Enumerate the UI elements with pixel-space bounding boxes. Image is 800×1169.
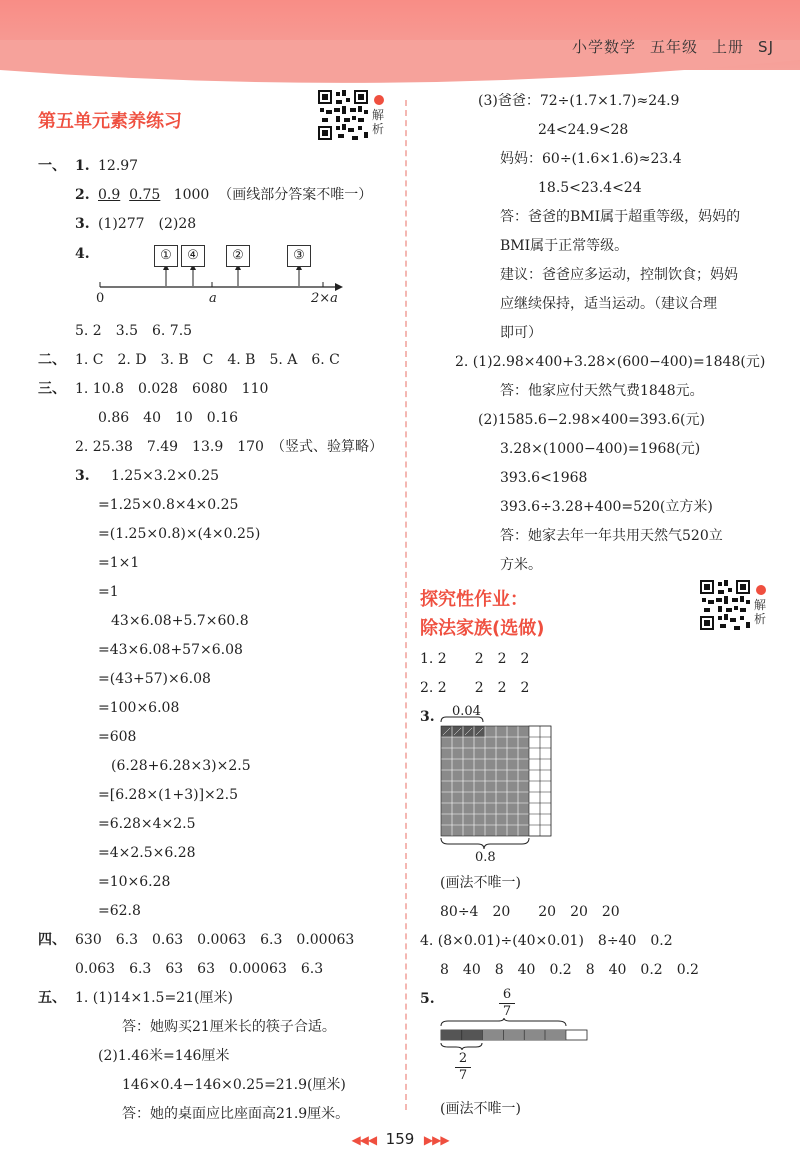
box-label-2: ② [226,245,250,267]
calc-line: =(43+57)×6.08 [98,671,211,687]
q1-num: 1. [75,158,90,174]
q2-answer [98,186,372,204]
right-q2b: 答：他家应付天然气费1848元。 [500,383,704,399]
decimal-grid-diagram [438,716,554,846]
right-r6: BMI属于正常等级。 [500,238,629,254]
right-q2d: 3.28×(1000−400)=1968(元) [500,441,701,457]
explore-e1: 1. 2 2 2 2 [420,651,530,667]
calc-line: =4×2.5×6.28 [98,845,196,861]
sec5-l5: 答：她的桌面应比座面高21.9厘米。 [122,1106,350,1122]
fraction-bottom [455,1052,471,1083]
q3-num: 3. [75,216,90,232]
page-number: 159 [385,1130,415,1148]
header-info [558,36,774,57]
box-label-4: ④ [181,245,205,267]
sec5-l4: 146×0.4−146×0.25=21.9(厘米) [122,1077,346,1093]
grid-note: (画法不唯一) [440,875,521,891]
right-q2a: 2. (1)2.98×400+3.28×(600−400)=1848(元) [455,354,766,370]
box-label-1: ① [154,245,178,267]
right-r2: 24<24.9<28 [538,122,629,138]
explore-e5-num: 5. [420,991,435,1007]
sec3-q3-num: 3. [75,468,90,484]
right-q2g: 答：她家去年一年共用天然气520立 [500,528,723,544]
calc-line: 1.25×3.2×0.25 [111,468,220,484]
fraction-top-den: 7 [502,1004,512,1019]
calc-line: =(1.25×0.8)×(4×0.25) [98,526,261,542]
right-q2e: 393.6<1968 [500,470,588,486]
right-q2f: 393.6÷3.28+400=520(立方米) [500,499,713,515]
fraction-bottom-num: 2 [458,1051,468,1066]
sec2-answers: 1. C 2. D 3. B C 4. B 5. A 6. C [75,352,340,368]
header-edition: SJ [758,38,774,56]
sec1-num: 一、 [38,158,66,174]
box-label-3: ③ [287,245,311,267]
explore-e2: 2. 2 2 2 2 [420,680,530,696]
play-icon[interactable] [756,585,766,595]
q2-b: 0.75 [129,187,161,203]
qr-label: 解析 [754,598,767,626]
q2-note: （画线部分答案不唯一） [218,187,373,203]
right-r9: 即可） [500,325,542,341]
explore-e4b: 8 40 8 40 0.2 8 40 0.2 0.2 [440,962,699,978]
right-r5: 答：爸爸的BMI属于超重等级，妈妈的 [500,209,741,225]
calc-line: 43×6.08+5.7×60.8 [111,613,249,629]
header-term: 上册 [712,38,745,56]
prev-arrows-icon[interactable]: ◀◀◀ [351,1133,377,1147]
axis-a: a [209,291,217,306]
explore-e3-num: 3. [420,709,435,725]
calc-line: =[6.28×(1+3)]×2.5 [98,787,239,803]
calc-line: (6.28+6.28×3)×2.5 [111,758,251,774]
sec4-row1: 630 6.3 0.63 0.0063 6.3 0.00063 [75,932,355,948]
calc-line: =6.28×4×2.5 [98,816,196,832]
right-r4: 18.5<23.4<24 [538,180,642,196]
page-footer [0,1130,800,1148]
play-icon[interactable] [374,95,384,105]
q5-q6-answer: 5. 2 3.5 6. 7.5 [75,323,193,339]
sec5-l3: (2)1.46米=146厘米 [98,1048,230,1064]
column-divider [405,100,407,1110]
calc-line: =43×6.08+57×6.08 [98,642,243,658]
qr-code-icon[interactable] [700,580,750,630]
sec5-l1: 1. (1)14×1.5=21(厘米) [75,990,233,1006]
header-subject: 小学数学 [572,38,637,56]
q4-num: 4. [75,246,90,262]
calc-line: =10×6.28 [98,874,171,890]
sec5-l2: 答：她购买21厘米长的筷子合适。 [122,1019,336,1035]
axis-2a: 2×a [311,291,338,306]
fraction-bar-diagram [438,1018,593,1050]
sec3-num: 三、 [38,381,66,397]
right-r1: (3)爸爸：72÷(1.7×1.7)≈24.9 [478,93,680,109]
qr-label: 解析 [372,108,385,136]
explore-title: 探究性作业： [420,589,528,610]
calc-line: =608 [98,729,137,745]
calc-line: =1.25×0.8×4×0.25 [98,497,239,513]
sec3-q2: 2. 25.38 7.49 13.9 170 （竖式、验算略） [75,439,383,455]
header-grade: 五年级 [650,38,699,56]
fraction-bottom-den: 7 [458,1068,468,1083]
q2-c: 1000 [173,187,210,203]
right-r7: 建议：爸爸应多运动，控制饮食；妈妈 [500,267,738,283]
sec3-q1a: 1. 10.8 0.028 6080 110 [75,381,269,397]
q1-answer: 12.97 [98,158,139,174]
sec2-num: 二、 [38,352,66,368]
explore-subtitle: 除法家族(选做) [420,618,545,639]
grid-bottom-brace [438,836,538,850]
right-r3: 妈妈：60÷(1.6×1.6)≈23.4 [500,151,682,167]
axis-zero: 0 [96,291,105,306]
q3-answer: (1)277 (2)28 [98,216,197,232]
calc-line: =1 [98,584,119,600]
next-arrows-icon[interactable]: ▶▶▶ [423,1133,449,1147]
right-q2c: (2)1585.6−2.98×400=393.6(元) [478,412,705,428]
sec3-q1b: 0.86 40 10 0.16 [98,410,238,426]
grid-top-label: 0.04 [452,704,481,719]
sec4-num: 四、 [38,932,66,948]
explore-e3-line: 80÷4 20 20 20 20 [440,904,620,920]
fraction-top-num: 6 [502,987,512,1002]
calc-line: =1×1 [98,555,140,571]
explore-e4a: 4. (8×0.01)÷(40×0.01) 8÷40 0.2 [420,933,673,949]
qr-code-icon[interactable] [318,90,368,140]
fraction-top [499,988,515,1019]
fraction-note: (画法不唯一) [440,1101,521,1117]
q2-num: 2. [75,187,90,203]
right-r8: 应继续保持，适当运动。（建议合理 [500,296,717,312]
calc-line: =100×6.08 [98,700,180,716]
sec4-row2: 0.063 6.3 63 63 0.00063 6.3 [75,961,324,977]
section-title: 第五单元素养练习 [38,111,182,132]
right-q2h: 方米。 [500,557,542,573]
sec5-num: 五、 [38,990,66,1006]
grid-bottom-label: 0.8 [475,850,496,865]
q2-a: 0.9 [98,187,121,203]
calc-line: =62.8 [98,903,141,919]
